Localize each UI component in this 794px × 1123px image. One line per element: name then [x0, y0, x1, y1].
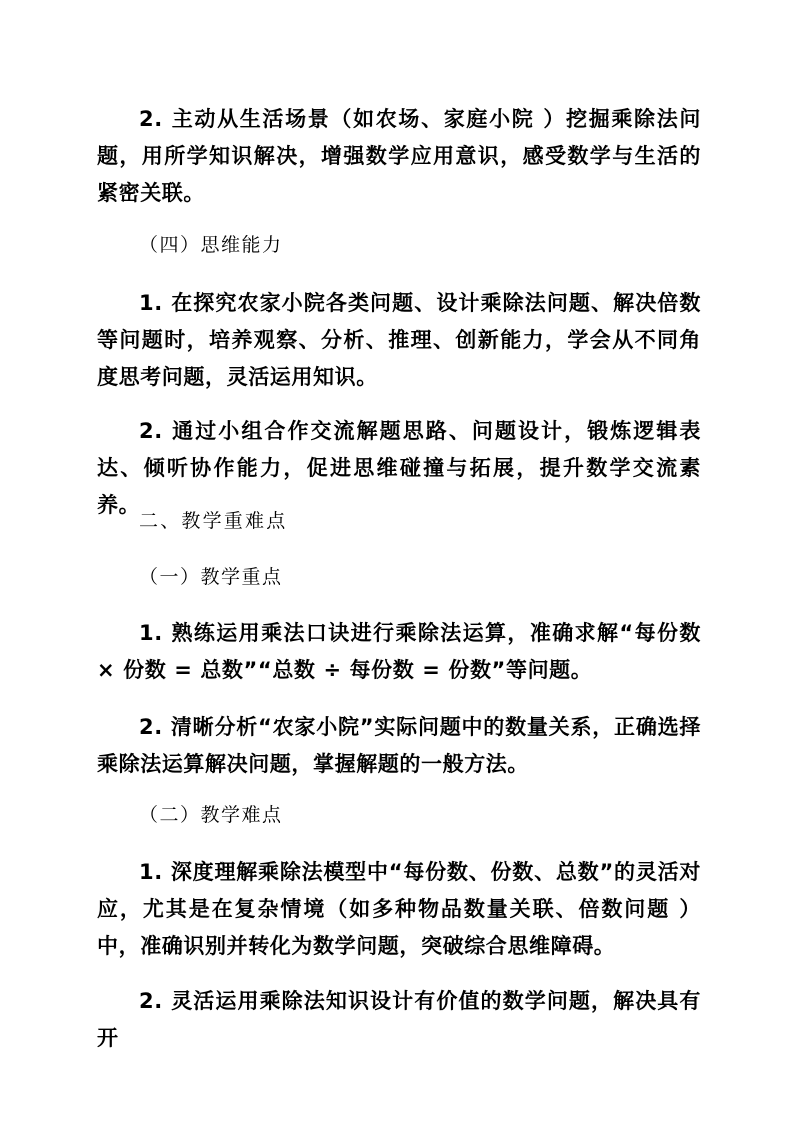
heading-key-difficult-points: 二、教学重难点 — [139, 510, 288, 532]
paragraph-difficulty-model: 1. 深度理解乘除法模型中“每份数、份数、总数”的灵活对应，尤其是在复杂情境（如多种物品数量关联、倍数问题 ）中，准确识别并转化为数学问题，突破综合思维障碍。 — [97, 860, 701, 958]
paragraph-focus-calculation: 1. 熟练运用乘法口诀进行乘除法运算，准确求解“每份数 × 份数 = 总数”“总数 ÷ 每份数 = 份数”等问题。 — [97, 621, 701, 682]
heading-teaching-focus: （一）教学重点 — [139, 566, 283, 588]
paragraph-thinking-skills: 1. 在探究农家小院各类问题、设计乘除法问题、解决倍数等问题时，培养观察、分析、推理、创新能力，学会从不同角度思考问题，灵活运用知识。 — [97, 291, 701, 389]
paragraph-difficulty-design: 2. 灵活运用乘除法知识设计有价值的数学问题，解决具有开 — [97, 989, 701, 1050]
paragraph-focus-analysis: 2. 清晰分析“农家小院”实际问题中的数量关系，正确选择乘除法运算解决问题，掌握解题的一般方法。 — [97, 715, 701, 776]
paragraph-application-awareness: 2. 主动从生活场景（如农场、家庭小院 ）挖掘乘除法问题，用所学知识解决，增强数学应用意识，感受数学与生活的紧密关联。 — [97, 107, 701, 205]
heading-teaching-difficulty: （二）教学难点 — [139, 804, 283, 826]
paragraph-group-cooperation: 2. 通过小组合作交流解题思路、问题设计，锻炼逻辑表达、倾听协作能力，促进思维碰撞与拓展，提升数学交流素养。 — [97, 419, 701, 517]
heading-thinking-ability: （四）思维能力 — [139, 234, 283, 256]
